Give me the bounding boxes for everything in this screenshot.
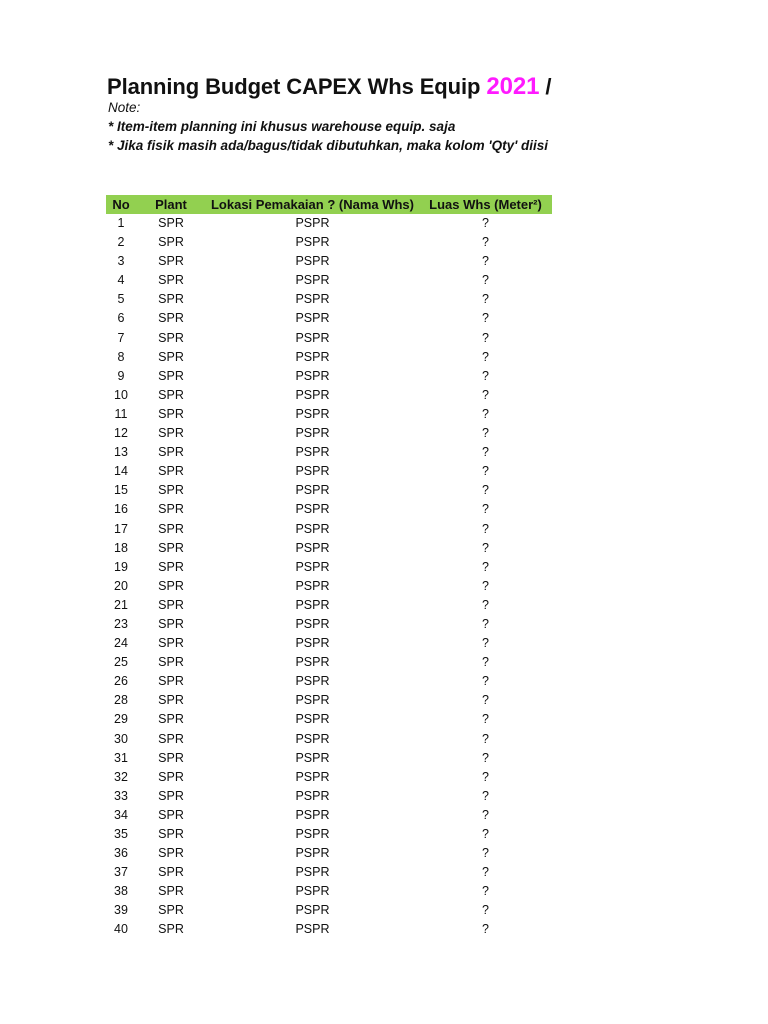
cell-plant[interactable]: SPR [158, 464, 184, 479]
table-row [106, 214, 552, 233]
cell-plant[interactable]: SPR [158, 349, 184, 364]
table-row [106, 710, 552, 729]
cell-area[interactable]: ? [482, 884, 489, 899]
cell-plant[interactable]: SPR [158, 521, 184, 536]
note-label: Note: [108, 100, 141, 115]
table-row [106, 520, 552, 539]
cell-area[interactable]: ? [482, 464, 489, 479]
table-row [106, 634, 552, 653]
cell-location[interactable]: PSPR [295, 827, 330, 841]
table-row [106, 615, 552, 634]
cell-location[interactable]: PSPR [295, 216, 330, 230]
cell-no[interactable]: 23 [114, 616, 128, 631]
cell-plant[interactable]: SPR [158, 330, 184, 345]
cell-area[interactable]: ? [482, 807, 489, 822]
cell-plant[interactable]: SPR [158, 655, 184, 670]
table-row [106, 424, 552, 443]
header-area: Luas Whs (Meter²) [429, 197, 542, 212]
table-row [106, 558, 552, 577]
cell-no[interactable]: 33 [114, 788, 128, 803]
cell-location[interactable]: PSPR [295, 292, 330, 307]
cell-no[interactable]: 36 [114, 846, 128, 861]
cell-plant[interactable]: SPR [158, 731, 184, 746]
cell-location[interactable]: PSPR [295, 540, 330, 555]
cell-area[interactable]: ? [482, 368, 489, 383]
cell-location[interactable]: PSPR [295, 693, 330, 708]
cell-area[interactable]: ? [482, 235, 489, 250]
cell-plant[interactable]: SPR [158, 674, 184, 689]
cell-area[interactable]: ? [482, 311, 489, 326]
cell-plant[interactable]: SPR [158, 216, 184, 230]
table-row [106, 443, 552, 462]
table-row [106, 233, 552, 252]
cell-plant[interactable]: SPR [158, 273, 184, 288]
note-line-2: * Jika fisik masih ada/bagus/tidak dibutuhkan, maka kolom 'Qty' diisi [108, 138, 549, 153]
cell-no[interactable]: 12 [114, 426, 128, 441]
cell-no[interactable]: 20 [114, 578, 128, 593]
cell-plant[interactable]: SPR [158, 540, 184, 555]
table-row [106, 920, 552, 939]
cell-area[interactable]: ? [482, 903, 489, 918]
cell-area[interactable]: ? [482, 636, 489, 651]
cell-plant[interactable]: SPR [158, 502, 184, 517]
cell-plant[interactable]: SPR [158, 368, 184, 383]
cell-plant[interactable]: SPR [158, 597, 184, 612]
cell-area[interactable]: ? [482, 521, 489, 536]
cell-plant[interactable]: SPR [158, 483, 184, 498]
cell-area[interactable]: ? [482, 330, 489, 345]
table-row [106, 596, 552, 615]
table-row [106, 882, 552, 901]
table-row [106, 863, 552, 882]
table-row [106, 500, 552, 519]
cell-location[interactable]: PSPR [295, 406, 330, 421]
cell-location[interactable]: PSPR [295, 903, 330, 918]
cell-plant[interactable]: SPR [158, 827, 184, 841]
cell-location[interactable]: PSPR [295, 865, 330, 880]
table-row [106, 730, 552, 749]
title-suffix: / [539, 74, 552, 99]
cell-no[interactable]: 25 [114, 655, 128, 670]
cell-no[interactable]: 3 [117, 254, 125, 269]
cell-plant[interactable]: SPR [158, 387, 184, 402]
table-row [106, 691, 552, 710]
cell-area[interactable]: ? [482, 540, 489, 555]
cell-plant[interactable]: SPR [158, 750, 184, 765]
cell-location[interactable]: PSPR [295, 731, 330, 746]
cell-area[interactable]: ? [482, 254, 489, 269]
cell-location[interactable]: PSPR [295, 464, 330, 479]
cell-location[interactable]: PSPR [295, 712, 330, 727]
cell-no[interactable]: 11 [114, 406, 128, 421]
cell-location[interactable]: PSPR [295, 273, 330, 288]
cell-area[interactable]: ? [482, 693, 489, 708]
cell-no[interactable]: 16 [114, 502, 128, 517]
cell-plant[interactable]: SPR [158, 769, 184, 784]
cell-location[interactable]: PSPR [295, 426, 330, 441]
cell-no[interactable]: 18 [114, 540, 128, 555]
cell-no[interactable]: 2 [117, 235, 125, 250]
table-header-row [106, 195, 552, 214]
note-line-1: * Item-item planning ini khusus warehouse equip. saja [108, 119, 456, 134]
table-row [106, 367, 552, 386]
cell-area[interactable]: ? [482, 674, 489, 689]
table-row [106, 329, 552, 348]
cell-no[interactable]: 28 [114, 693, 128, 708]
cell-location[interactable]: PSPR [295, 578, 330, 593]
cell-no[interactable]: 37 [114, 865, 128, 880]
cell-plant[interactable]: SPR [158, 559, 184, 574]
cell-location[interactable]: PSPR [295, 254, 330, 269]
cell-location[interactable]: PSPR [295, 846, 330, 861]
cell-location[interactable]: PSPR [295, 922, 330, 937]
cell-no[interactable]: 24 [114, 636, 128, 651]
table-row [106, 481, 552, 500]
cell-no[interactable]: 6 [117, 311, 125, 326]
cell-plant[interactable]: SPR [158, 235, 184, 250]
cell-no[interactable]: 30 [114, 731, 128, 746]
cell-area[interactable]: ? [482, 483, 489, 498]
cell-area[interactable]: ? [482, 273, 489, 288]
cell-location[interactable]: PSPR [295, 502, 330, 517]
cell-location[interactable]: PSPR [295, 445, 330, 460]
cell-location[interactable]: PSPR [295, 807, 330, 822]
cell-area[interactable]: ? [482, 769, 489, 784]
cell-area[interactable]: ? [482, 750, 489, 765]
cell-no[interactable]: 17 [114, 521, 128, 536]
title-year: 2021 [486, 73, 540, 100]
table-row [106, 577, 552, 596]
cell-location[interactable]: PSPR [295, 597, 330, 612]
table-row [106, 386, 552, 405]
cell-location[interactable]: PSPR [295, 387, 330, 402]
cell-area[interactable]: ? [482, 788, 489, 803]
cell-area[interactable]: ? [482, 731, 489, 746]
cell-no[interactable]: 34 [114, 807, 128, 822]
budget-table [106, 195, 552, 940]
table-row [106, 271, 552, 290]
cell-no[interactable]: 1 [117, 216, 125, 230]
table-row [106, 539, 552, 558]
table-row [106, 749, 552, 768]
cell-no[interactable]: 4 [117, 273, 125, 288]
cell-plant[interactable]: SPR [158, 865, 184, 880]
cell-plant[interactable]: SPR [158, 903, 184, 918]
cell-no[interactable]: 38 [114, 884, 128, 899]
cell-no[interactable]: 40 [114, 922, 128, 937]
header-plant: Plant [155, 197, 187, 212]
cell-area[interactable]: ? [482, 655, 489, 670]
cell-no[interactable]: 5 [117, 292, 125, 307]
table-row [106, 672, 552, 691]
cell-area[interactable]: ? [482, 349, 489, 364]
cell-location[interactable]: PSPR [295, 368, 330, 383]
cell-no[interactable]: 9 [117, 368, 125, 383]
cell-plant[interactable]: SPR [158, 807, 184, 822]
cell-plant[interactable]: SPR [158, 292, 184, 307]
table-row [106, 348, 552, 367]
cell-area[interactable]: ? [482, 445, 489, 460]
cell-area[interactable]: ? [482, 597, 489, 612]
cell-no[interactable]: 35 [114, 827, 128, 841]
cell-no[interactable]: 32 [114, 769, 128, 784]
cell-plant[interactable]: SPR [158, 636, 184, 651]
cell-no[interactable]: 8 [117, 349, 125, 364]
cell-plant[interactable]: SPR [158, 922, 184, 937]
cell-plant[interactable]: SPR [158, 616, 184, 631]
cell-plant[interactable]: SPR [158, 884, 184, 899]
table-body [106, 214, 552, 940]
cell-no[interactable]: 19 [114, 559, 128, 574]
cell-location[interactable]: PSPR [295, 674, 330, 689]
cell-area[interactable]: ? [482, 827, 489, 841]
cell-no[interactable]: 15 [114, 483, 128, 498]
cell-plant[interactable]: SPR [158, 578, 184, 593]
cell-area[interactable]: ? [482, 292, 489, 307]
cell-location[interactable]: PSPR [295, 330, 330, 345]
cell-area[interactable]: ? [482, 502, 489, 517]
cell-plant[interactable]: SPR [158, 846, 184, 861]
cell-location[interactable]: PSPR [295, 636, 330, 651]
cell-area[interactable]: ? [482, 846, 489, 861]
cell-location[interactable]: PSPR [295, 616, 330, 631]
table-row [106, 787, 552, 806]
cell-no[interactable]: 7 [117, 330, 125, 345]
cell-location[interactable]: PSPR [295, 655, 330, 670]
cell-plant[interactable]: SPR [158, 406, 184, 421]
table-row [106, 462, 552, 481]
cell-area[interactable]: ? [482, 387, 489, 402]
cell-area[interactable]: ? [482, 216, 489, 230]
cell-no[interactable]: 10 [114, 387, 128, 402]
table-row [106, 844, 552, 863]
cell-location[interactable]: PSPR [295, 483, 330, 498]
header-no: No [112, 197, 130, 212]
cell-plant[interactable]: SPR [158, 254, 184, 269]
table-row [106, 290, 552, 309]
cell-area[interactable]: ? [482, 865, 489, 880]
cell-plant[interactable]: SPR [158, 712, 184, 727]
table-row [106, 309, 552, 328]
header-location: Lokasi Pemakaian ? (Nama Whs) [210, 197, 414, 212]
cell-location[interactable]: PSPR [295, 788, 330, 803]
table-row [106, 653, 552, 672]
cell-plant[interactable]: SPR [158, 311, 184, 326]
cell-no[interactable]: 13 [114, 445, 128, 460]
cell-location[interactable]: PSPR [295, 235, 330, 250]
table-row [106, 901, 552, 920]
cell-location[interactable]: PSPR [295, 884, 330, 899]
cell-location[interactable]: PSPR [295, 349, 330, 364]
cell-area[interactable]: ? [482, 712, 489, 727]
table-row [106, 768, 552, 787]
table-row [106, 252, 552, 271]
cell-area[interactable]: ? [482, 406, 489, 421]
cell-area[interactable]: ? [482, 559, 489, 574]
cell-no[interactable]: 26 [114, 674, 128, 689]
cell-plant[interactable]: SPR [158, 445, 184, 460]
cell-plant[interactable]: SPR [158, 788, 184, 803]
cell-area[interactable]: ? [482, 578, 489, 593]
cell-no[interactable]: 21 [114, 597, 128, 612]
cell-location[interactable]: PSPR [295, 521, 330, 536]
table-row [106, 405, 552, 424]
cell-location[interactable]: PSPR [295, 750, 330, 765]
cell-location[interactable]: PSPR [295, 769, 330, 784]
table-row [106, 806, 552, 825]
cell-plant[interactable]: SPR [158, 426, 184, 441]
cell-location[interactable]: PSPR [295, 559, 330, 574]
cell-area[interactable]: ? [482, 426, 489, 441]
cell-area[interactable]: ? [482, 616, 489, 631]
cell-plant[interactable]: SPR [158, 693, 184, 708]
title-main: Planning Budget CAPEX Whs Equip [107, 74, 487, 99]
cell-no[interactable]: 29 [114, 712, 128, 727]
cell-no[interactable]: 39 [114, 903, 128, 918]
cell-no[interactable]: 14 [114, 464, 128, 479]
cell-location[interactable]: PSPR [295, 311, 330, 326]
table-row [106, 825, 552, 844]
cell-no[interactable]: 31 [114, 750, 128, 765]
cell-area[interactable]: ? [482, 922, 489, 937]
